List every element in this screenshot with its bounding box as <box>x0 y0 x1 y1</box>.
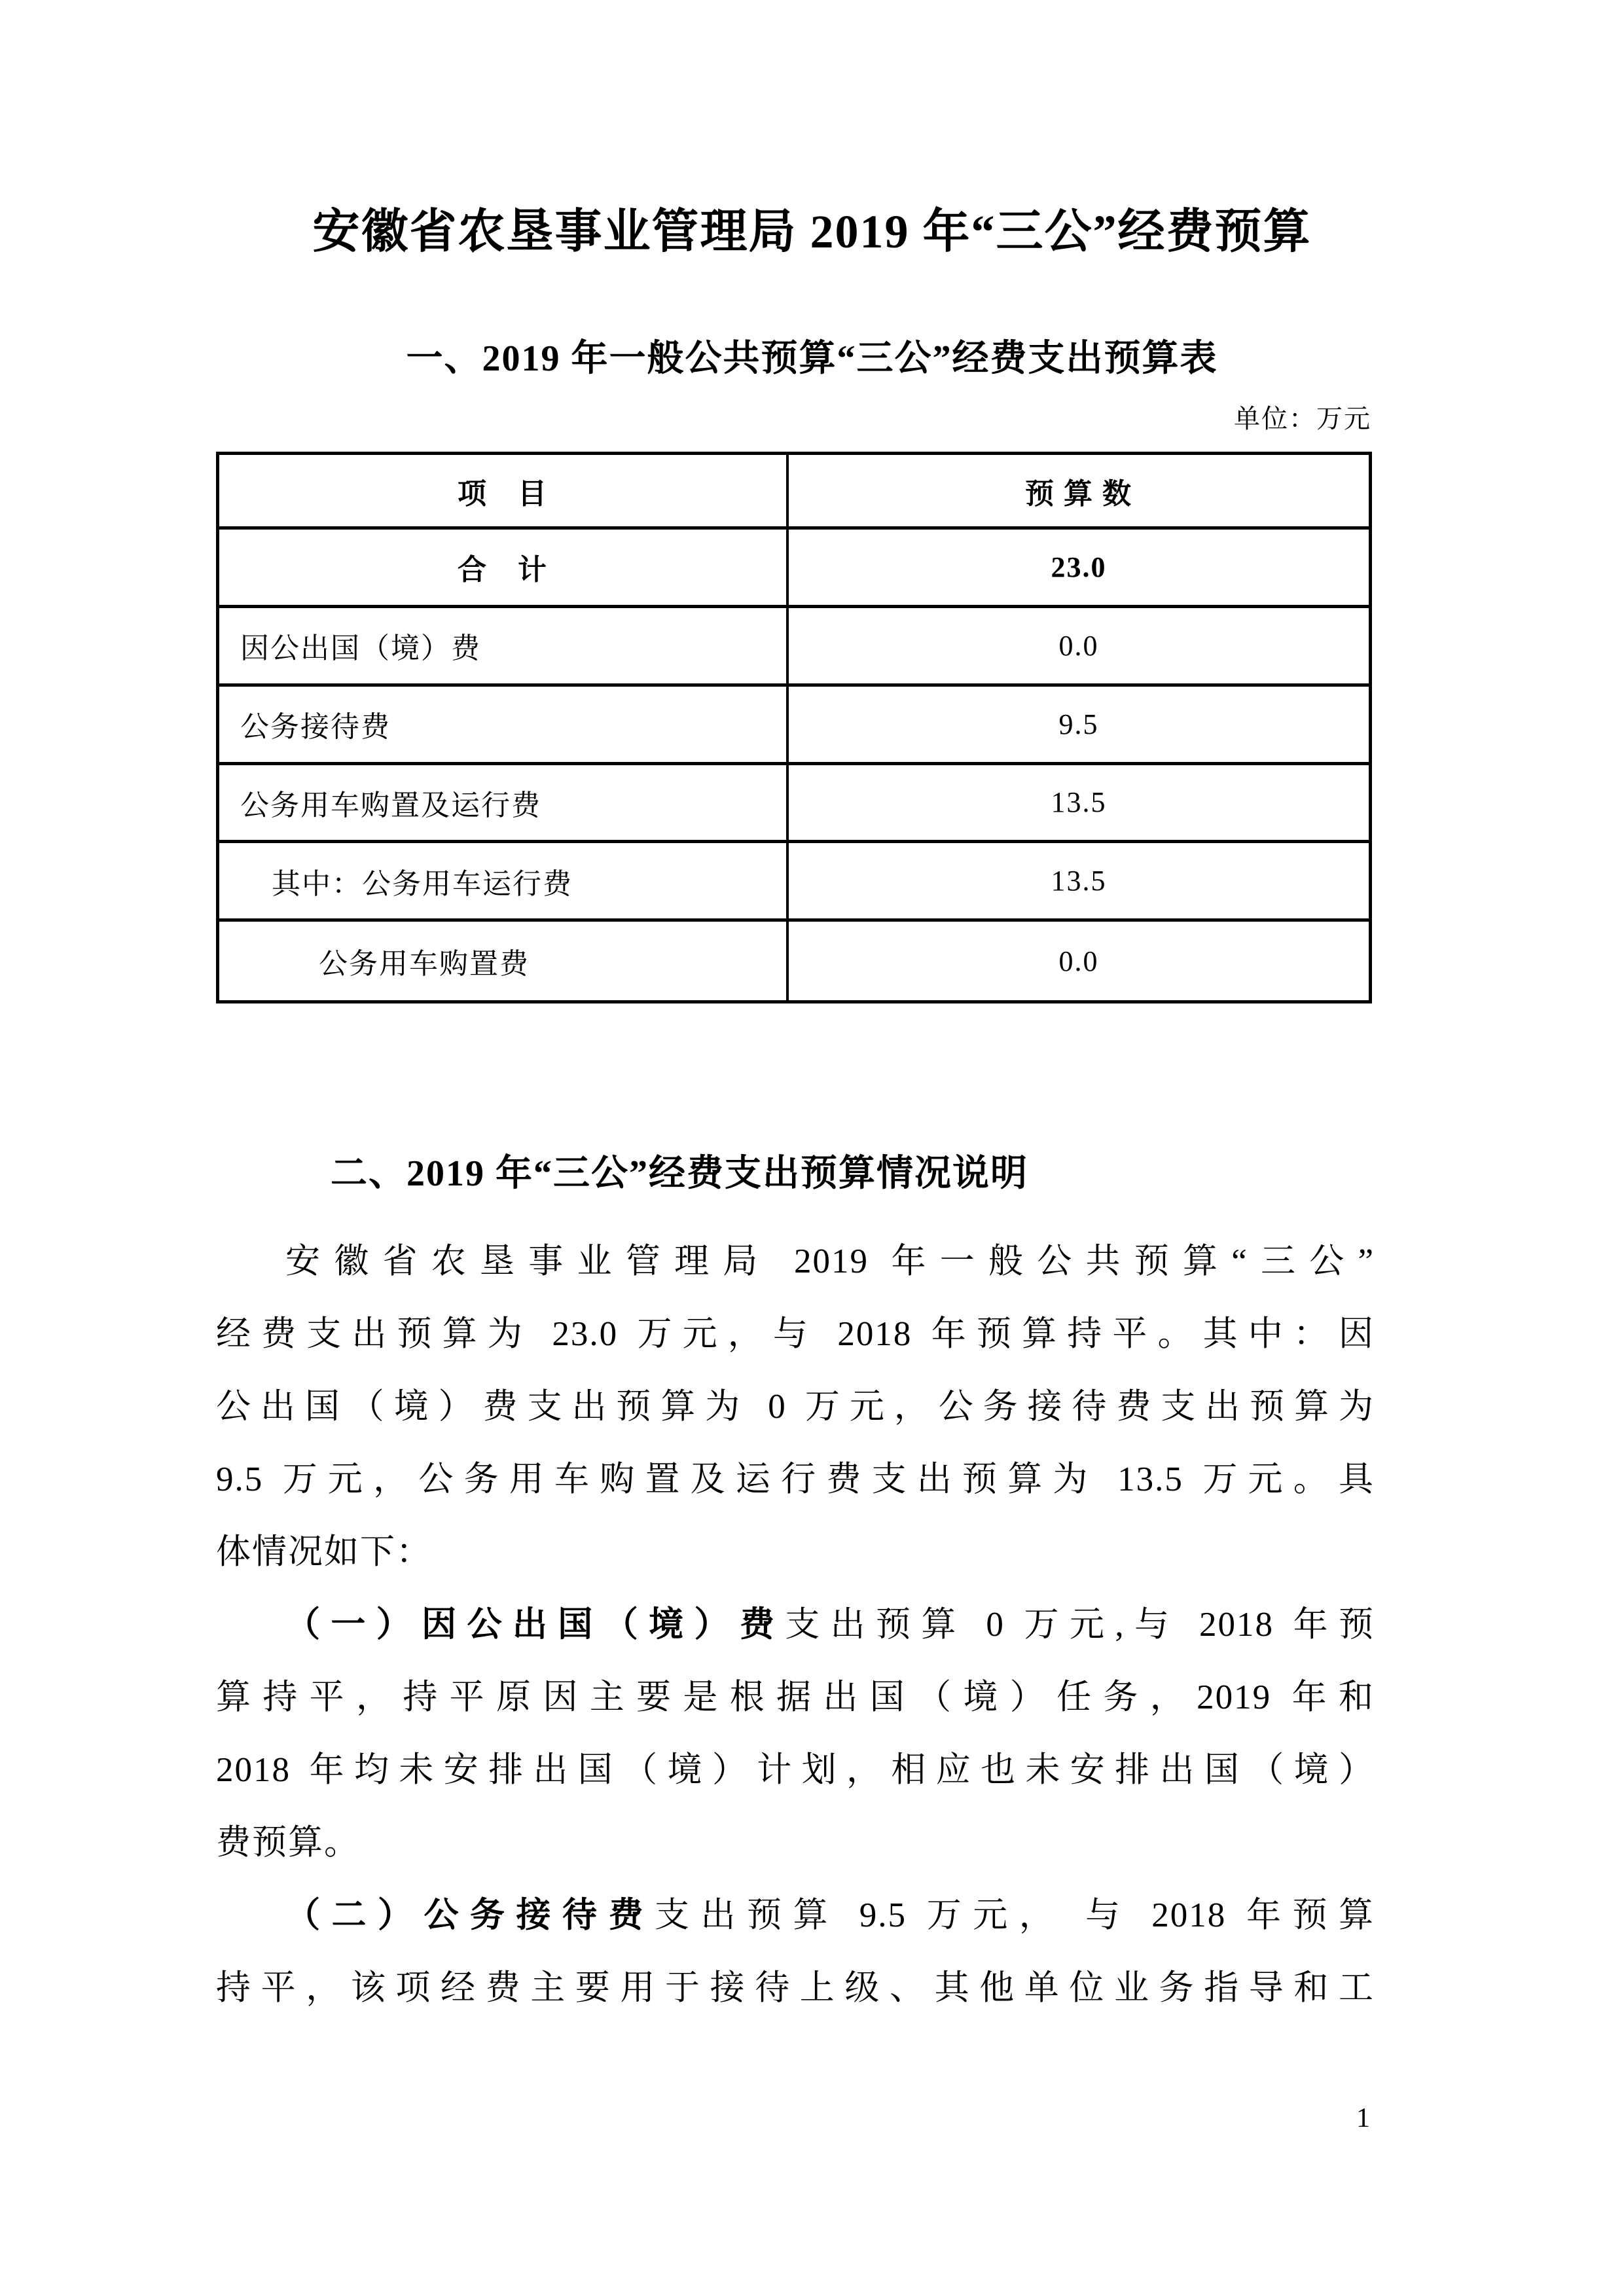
section1-heading: 一、2019 年一般公共预算“三公”经费支出预算表 <box>406 338 1218 379</box>
row-item-vehicle-purchase: 公务用车购置费 <box>219 922 789 1000</box>
body-line-2 <box>216 1298 1375 1371</box>
row-item-vehicle-operation: 其中：公务用车运行费 <box>219 843 789 922</box>
body-line-1-text: 安徽省农垦事业管理局 2019 年一般公共预算“三公” <box>285 1242 1375 1280</box>
body-line-3 <box>216 1371 1375 1443</box>
body-line-10-lead: （二）公务接待费 <box>285 1896 655 1934</box>
body-line-7 <box>216 1661 1375 1734</box>
unit-note: 单位：万元 <box>1234 404 1371 433</box>
row-item-abroad: 因公出国（境）费 <box>219 608 789 687</box>
section2-heading: 二、2019 年“三公”经费支出预算情况说明 <box>331 1153 1028 1194</box>
body-line-10 <box>216 1879 1375 1952</box>
body-line-6-lead: （一）因公出国（境）费 <box>285 1606 785 1644</box>
table-header-item: 项 目 <box>219 455 789 530</box>
body-line-5 <box>216 1516 1375 1589</box>
row-value-vehicle-purchase: 0.0 <box>1058 945 1099 977</box>
row-value-reception: 9.5 <box>789 687 1369 765</box>
row-value-vehicle-total: 13.5 <box>789 765 1369 844</box>
table-header-value: 预 算 数 <box>789 455 1369 530</box>
body-line-8 <box>216 1734 1375 1807</box>
row-item-vehicle-total: 公务用车购置及运行费 <box>219 765 789 844</box>
row-value-abroad: 0.0 <box>789 608 1369 687</box>
body-line-5-text: 体情况如下： <box>216 1533 432 1571</box>
row-value-total: 23.0 <box>789 530 1369 608</box>
body-line-6 <box>216 1589 1375 1661</box>
body-line-9-text: 费预算。 <box>216 1824 360 1862</box>
body-line-4 <box>216 1443 1375 1516</box>
budget-table <box>216 452 1372 1003</box>
body-line-11 <box>216 1952 1375 2025</box>
body-line-7-text: 算持平，持平原因主要是根据出国（境）任务，2019 年和 <box>216 1678 1375 1716</box>
body-line-4-text: 9.5 万元，公务用车购置及运行费支出预算为 13.5 万元。具 <box>216 1460 1375 1498</box>
page-number: 1 <box>1356 2103 1370 2133</box>
body-line-3-text: 公出国（境）费支出预算为 0 万元，公务接待费支出预算为 <box>216 1388 1375 1426</box>
body-line-6-text: 支出预算 0 万元,与 2018 年预 <box>785 1606 1375 1644</box>
body-text <box>216 1225 1375 2025</box>
body-line-10-text: 支出预算 9.5 万元， 与 2018 年预算 <box>655 1896 1375 1934</box>
row-item-reception: 公务接待费 <box>219 687 789 765</box>
row-item-total: 合 计 <box>219 530 789 608</box>
body-line-1 <box>216 1225 1375 1298</box>
doc-title: 安徽省农垦事业管理局 2019 年“三公”经费预算 <box>312 206 1312 258</box>
body-line-8-text: 2018 年均未安排出国（境）计划，相应也未安排出国（境） <box>216 1751 1375 1789</box>
body-line-11-text: 持平，该项经费主要用于接待上级、其他单位业务指导和工 <box>216 1969 1375 2007</box>
row-value-vehicle-operation: 13.5 <box>789 843 1369 922</box>
body-line-2-text: 经费支出预算为 23.0 万元，与 2018 年预算持平。其中：因 <box>216 1315 1375 1353</box>
body-line-9 <box>216 1807 1375 1879</box>
